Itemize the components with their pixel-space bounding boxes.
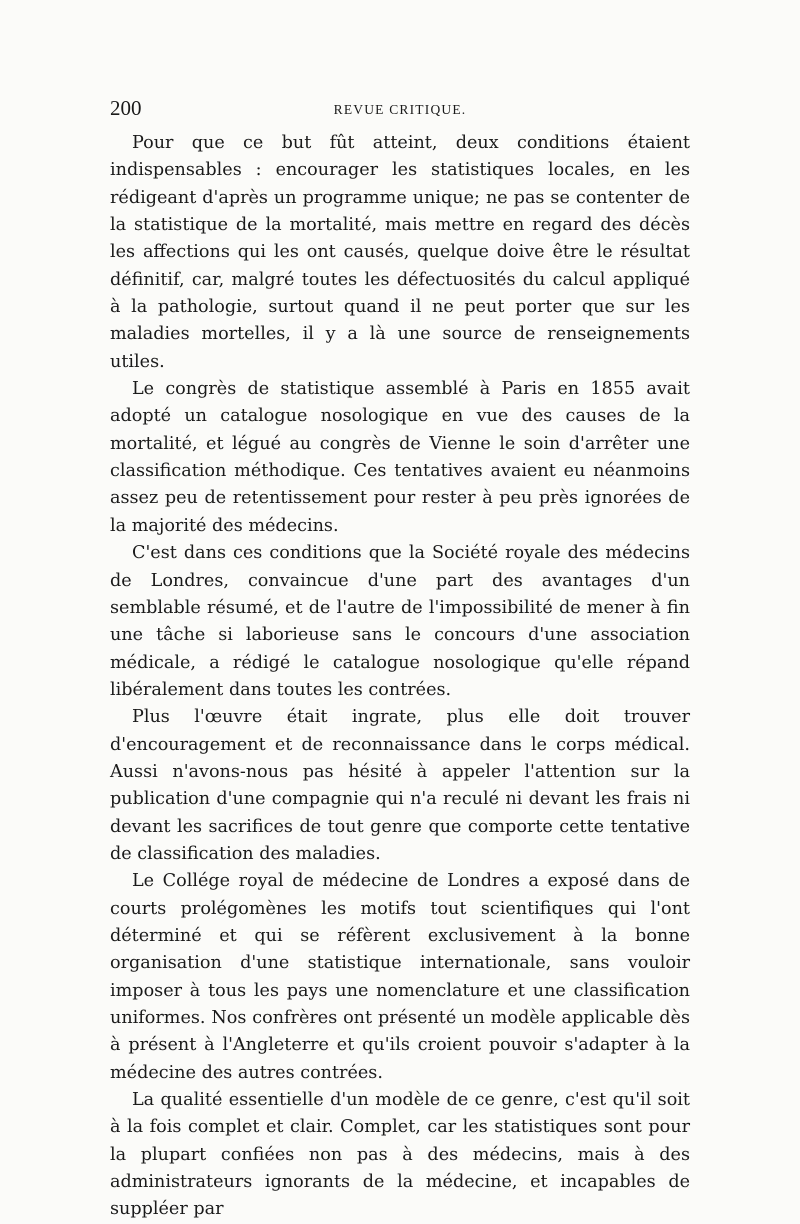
paragraph: Plus l'œuvre était ingrate, plus elle doit trouver d'encouragement et de reconnaissance dans le corps médical. Aussi n'avons-nous pas hésité à appeler l'attention sur la publication d'une compagnie qui n'a reculé ni devant les frais ni devant les sacrifices de tout genre que comporte cette tentative de classification des maladies. [110, 707, 690, 864]
paragraph: Le congrès de statistique assemblé à Paris en 1855 avait adopté un catalogue nosologique en vue des causes de la mortalité, et légué au congrès de Vienne le soin d'arrêter une classification méthodique. Ces tentatives avaient eu néanmoins assez peu de retentissement pour rester à peu près ignorées de la majorité des médecins. [110, 379, 690, 536]
paragraph: C'est dans ces conditions que la Société royale des médecins de Londres, convaincue d'une part des avantages d'un semblable résumé, et de l'autre de l'impossibilité de mener à fin une tâche si laborieuse sans le concours d'une association médicale, a rédigé le catalogue nosologique qu'elle répand libéralement dans toutes les contrées. [110, 543, 690, 700]
paragraph: Le Collége royal de médecine de Londres a exposé dans de courts prolégomènes les motifs tout scientifiques qui l'ont déterminé et qui se réfèrent exclusivement à la bonne organisation d'une statistique internationale, sans vouloir imposer à tous les pays une nomenclature et une classification uniformes. Nos confrères ont présenté un modèle applicable dès à présent à l'Angleterre et qu'ils croient pouvoir s'adapter à la médecine des autres contrées. [110, 871, 690, 1083]
paragraph: La qualité essentielle d'un modèle de ce genre, c'est qu'il soit à la fois complet et clair. Complet, car les statistiques sont pour la plupart confiées non pas à des médecins, mais à des administrateurs ignorants de la médecine, et incapables de suppléer par [110, 1090, 690, 1220]
body-text [110, 130, 690, 1224]
paragraph: Pour que ce but fût atteint, deux conditions étaient indispensables : encourager les statistiques locales, en les rédigeant d'après un programme unique; ne pas se contenter de la statistique de la mortalité, mais mettre en regard des décès les affections qui les ont causés, quelque doive être le résultat définitif, car, malgré toutes les défectuosités du calcul appliqué à la pathologie, surtout quand il ne peut porter que sur les maladies mortelles, il y a là une source de renseignements utiles. [110, 133, 690, 372]
book-page [110, 96, 690, 1224]
page-number: 200 [110, 96, 142, 120]
page-header [110, 96, 690, 130]
running-head: REVUE CRITIQUE. [333, 102, 467, 117]
